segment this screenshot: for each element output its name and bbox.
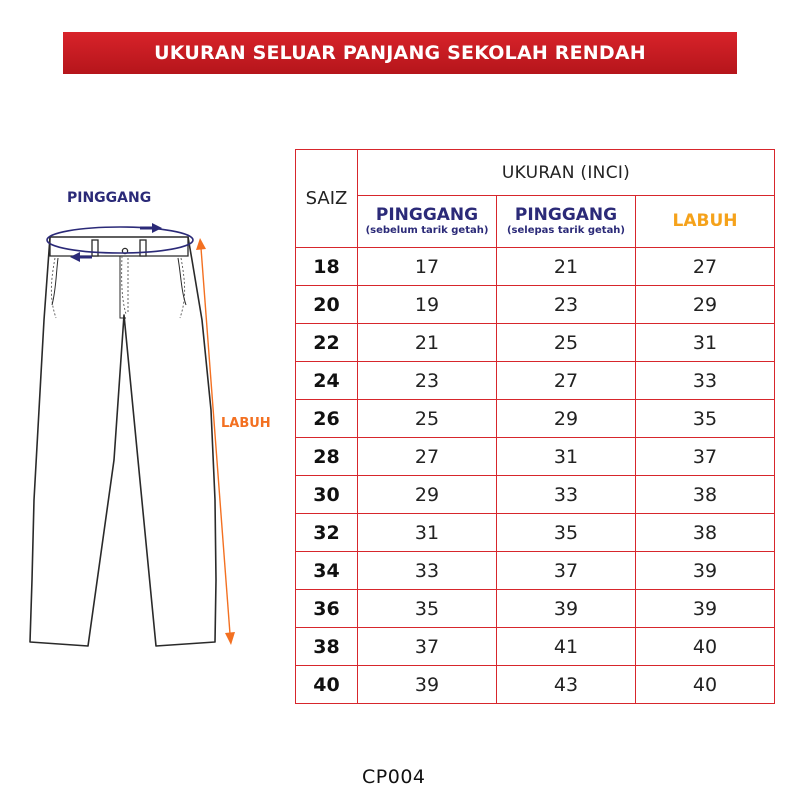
size-cell: 26 <box>296 400 358 438</box>
labuh-cell: 27 <box>636 248 775 286</box>
trousers-outline <box>30 237 216 646</box>
trousers-diagram <box>0 0 300 700</box>
labuh-cell: 39 <box>636 552 775 590</box>
table-row <box>296 400 775 438</box>
pinggang-before-cell: 35 <box>358 590 497 628</box>
pinggang-after-cell: 37 <box>497 552 636 590</box>
pinggang-before-cell: 31 <box>358 514 497 552</box>
labuh-cell: 38 <box>636 476 775 514</box>
pinggang-before-cell: 25 <box>358 400 497 438</box>
pinggang-before-cell: 33 <box>358 552 497 590</box>
pinggang-before-cell: 39 <box>358 666 497 704</box>
pinggang-before-cell: 27 <box>358 438 497 476</box>
labuh-cell: 39 <box>636 590 775 628</box>
labuh-cell: 31 <box>636 324 775 362</box>
table-row <box>296 438 775 476</box>
size-cell: 20 <box>296 286 358 324</box>
saiz-header: SAIZ <box>296 150 358 248</box>
table-row <box>296 590 775 628</box>
pinggang-after-cell: 29 <box>497 400 636 438</box>
col-title: LABUH <box>672 210 738 231</box>
col-subtitle: (sebelum tarik getah) <box>365 224 489 236</box>
labuh-cell: 40 <box>636 628 775 666</box>
product-code: CP004 <box>362 766 426 788</box>
pinggang-after-cell: 27 <box>497 362 636 400</box>
pinggang-before-cell: 19 <box>358 286 497 324</box>
pinggang-after-cell: 25 <box>497 324 636 362</box>
labuh-label: LABUH <box>221 416 271 431</box>
table-row <box>296 514 775 552</box>
pinggang-before-cell: 37 <box>358 628 497 666</box>
table-row <box>296 286 775 324</box>
size-cell: 30 <box>296 476 358 514</box>
size-cell: 28 <box>296 438 358 476</box>
col-header-pinggang-after <box>497 196 636 248</box>
table-row <box>296 248 775 286</box>
labuh-cell: 37 <box>636 438 775 476</box>
pinggang-before-cell: 17 <box>358 248 497 286</box>
size-cell: 40 <box>296 666 358 704</box>
size-cell: 32 <box>296 514 358 552</box>
pinggang-after-cell: 23 <box>497 286 636 324</box>
size-table <box>295 149 775 704</box>
table-row <box>296 552 775 590</box>
ukuran-header: UKURAN (INCI) <box>358 150 775 196</box>
pinggang-after-cell: 33 <box>497 476 636 514</box>
size-cell: 22 <box>296 324 358 362</box>
labuh-cell: 40 <box>636 666 775 704</box>
labuh-cell: 29 <box>636 286 775 324</box>
pinggang-after-cell: 35 <box>497 514 636 552</box>
labuh-cell: 38 <box>636 514 775 552</box>
size-cell: 18 <box>296 248 358 286</box>
col-header-labuh <box>636 196 775 248</box>
size-cell: 36 <box>296 590 358 628</box>
pinggang-after-cell: 31 <box>497 438 636 476</box>
size-cell: 38 <box>296 628 358 666</box>
col-title: PINGGANG <box>514 204 618 225</box>
pinggang-before-cell: 23 <box>358 362 497 400</box>
table-row <box>296 628 775 666</box>
waist-arrow-right-icon <box>140 223 162 233</box>
banner-title: UKURAN SELUAR PANJANG SEKOLAH RENDAH <box>154 42 646 64</box>
pinggang-after-cell: 43 <box>497 666 636 704</box>
pinggang-before-cell: 21 <box>358 324 497 362</box>
labuh-cell: 35 <box>636 400 775 438</box>
pinggang-after-cell: 39 <box>497 590 636 628</box>
pinggang-label: PINGGANG <box>67 190 152 206</box>
pinggang-after-cell: 21 <box>497 248 636 286</box>
size-cell: 24 <box>296 362 358 400</box>
col-title: PINGGANG <box>375 204 479 225</box>
pinggang-before-cell: 29 <box>358 476 497 514</box>
size-cell: 34 <box>296 552 358 590</box>
labuh-cell: 33 <box>636 362 775 400</box>
table-row <box>296 476 775 514</box>
col-header-pinggang-before <box>358 196 497 248</box>
table-row <box>296 362 775 400</box>
pinggang-after-cell: 41 <box>497 628 636 666</box>
size-rows <box>296 248 775 704</box>
table-row <box>296 666 775 704</box>
col-subtitle: (selepas tarik getah) <box>506 224 626 236</box>
table-row <box>296 324 775 362</box>
